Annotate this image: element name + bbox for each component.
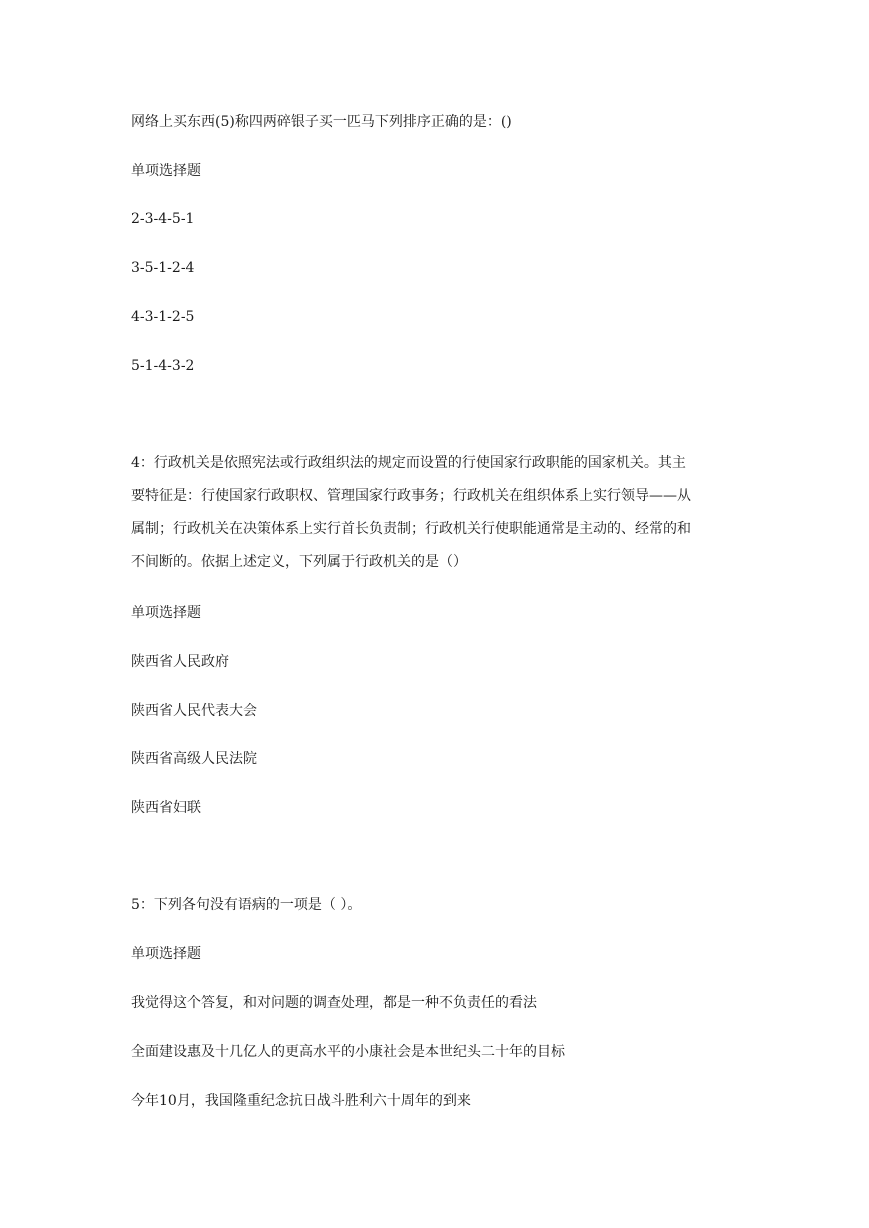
question-4-option-1: 陕西省人民政府 <box>131 654 229 670</box>
question-3-type-label: 单项选择题 <box>131 163 201 179</box>
question-4-stem-line-2: 要特征是：行使国家行政职权、管理国家行政事务；行政机关在组织体系上实行领导——从 <box>131 488 691 504</box>
question-3-option-3: 4-3-1-2-5 <box>131 309 195 325</box>
question-4-stem-line-1: 4：行政机关是依照宪法或行政组织法的规定而设置的行使国家行政职能的国家机关。其主 <box>131 455 686 471</box>
question-4-option-3: 陕西省高级人民法院 <box>131 751 257 767</box>
question-5-stem: 5：下列各句没有语病的一项是（ ）。 <box>131 897 362 913</box>
question-4-option-4: 陕西省妇联 <box>131 800 201 816</box>
question-4-stem-line-4: 不间断的。依据上述定义，下列属于行政机关的是（） <box>131 554 467 570</box>
question-3-option-4: 5-1-4-3-2 <box>131 358 195 374</box>
question-5-option-1: 我觉得这个答复，和对问题的调查处理，都是一种不负责任的看法 <box>131 995 537 1011</box>
question-5-option-3: 今年10月，我国隆重纪念抗日战斗胜利六十周年的到来 <box>131 1093 471 1109</box>
question-3-stem: 网络上买东西(5)称四两碎银子买一匹马下列排序正确的是：() <box>131 114 512 130</box>
question-4-stem-line-3: 属制；行政机关在决策体系上实行首长负责制；行政机关行使职能通常是主动的、经常的和 <box>131 521 691 537</box>
question-4-type-label: 单项选择题 <box>131 605 201 621</box>
question-5-option-2: 全面建设惠及十几亿人的更高水平的小康社会是本世纪头二十年的目标 <box>131 1044 565 1060</box>
question-3-option-1: 2-3-4-5-1 <box>131 211 195 227</box>
question-5-type-label: 单项选择题 <box>131 946 201 962</box>
question-3-option-2: 3-5-1-2-4 <box>131 260 195 276</box>
question-4-option-2: 陕西省人民代表大会 <box>131 703 257 719</box>
